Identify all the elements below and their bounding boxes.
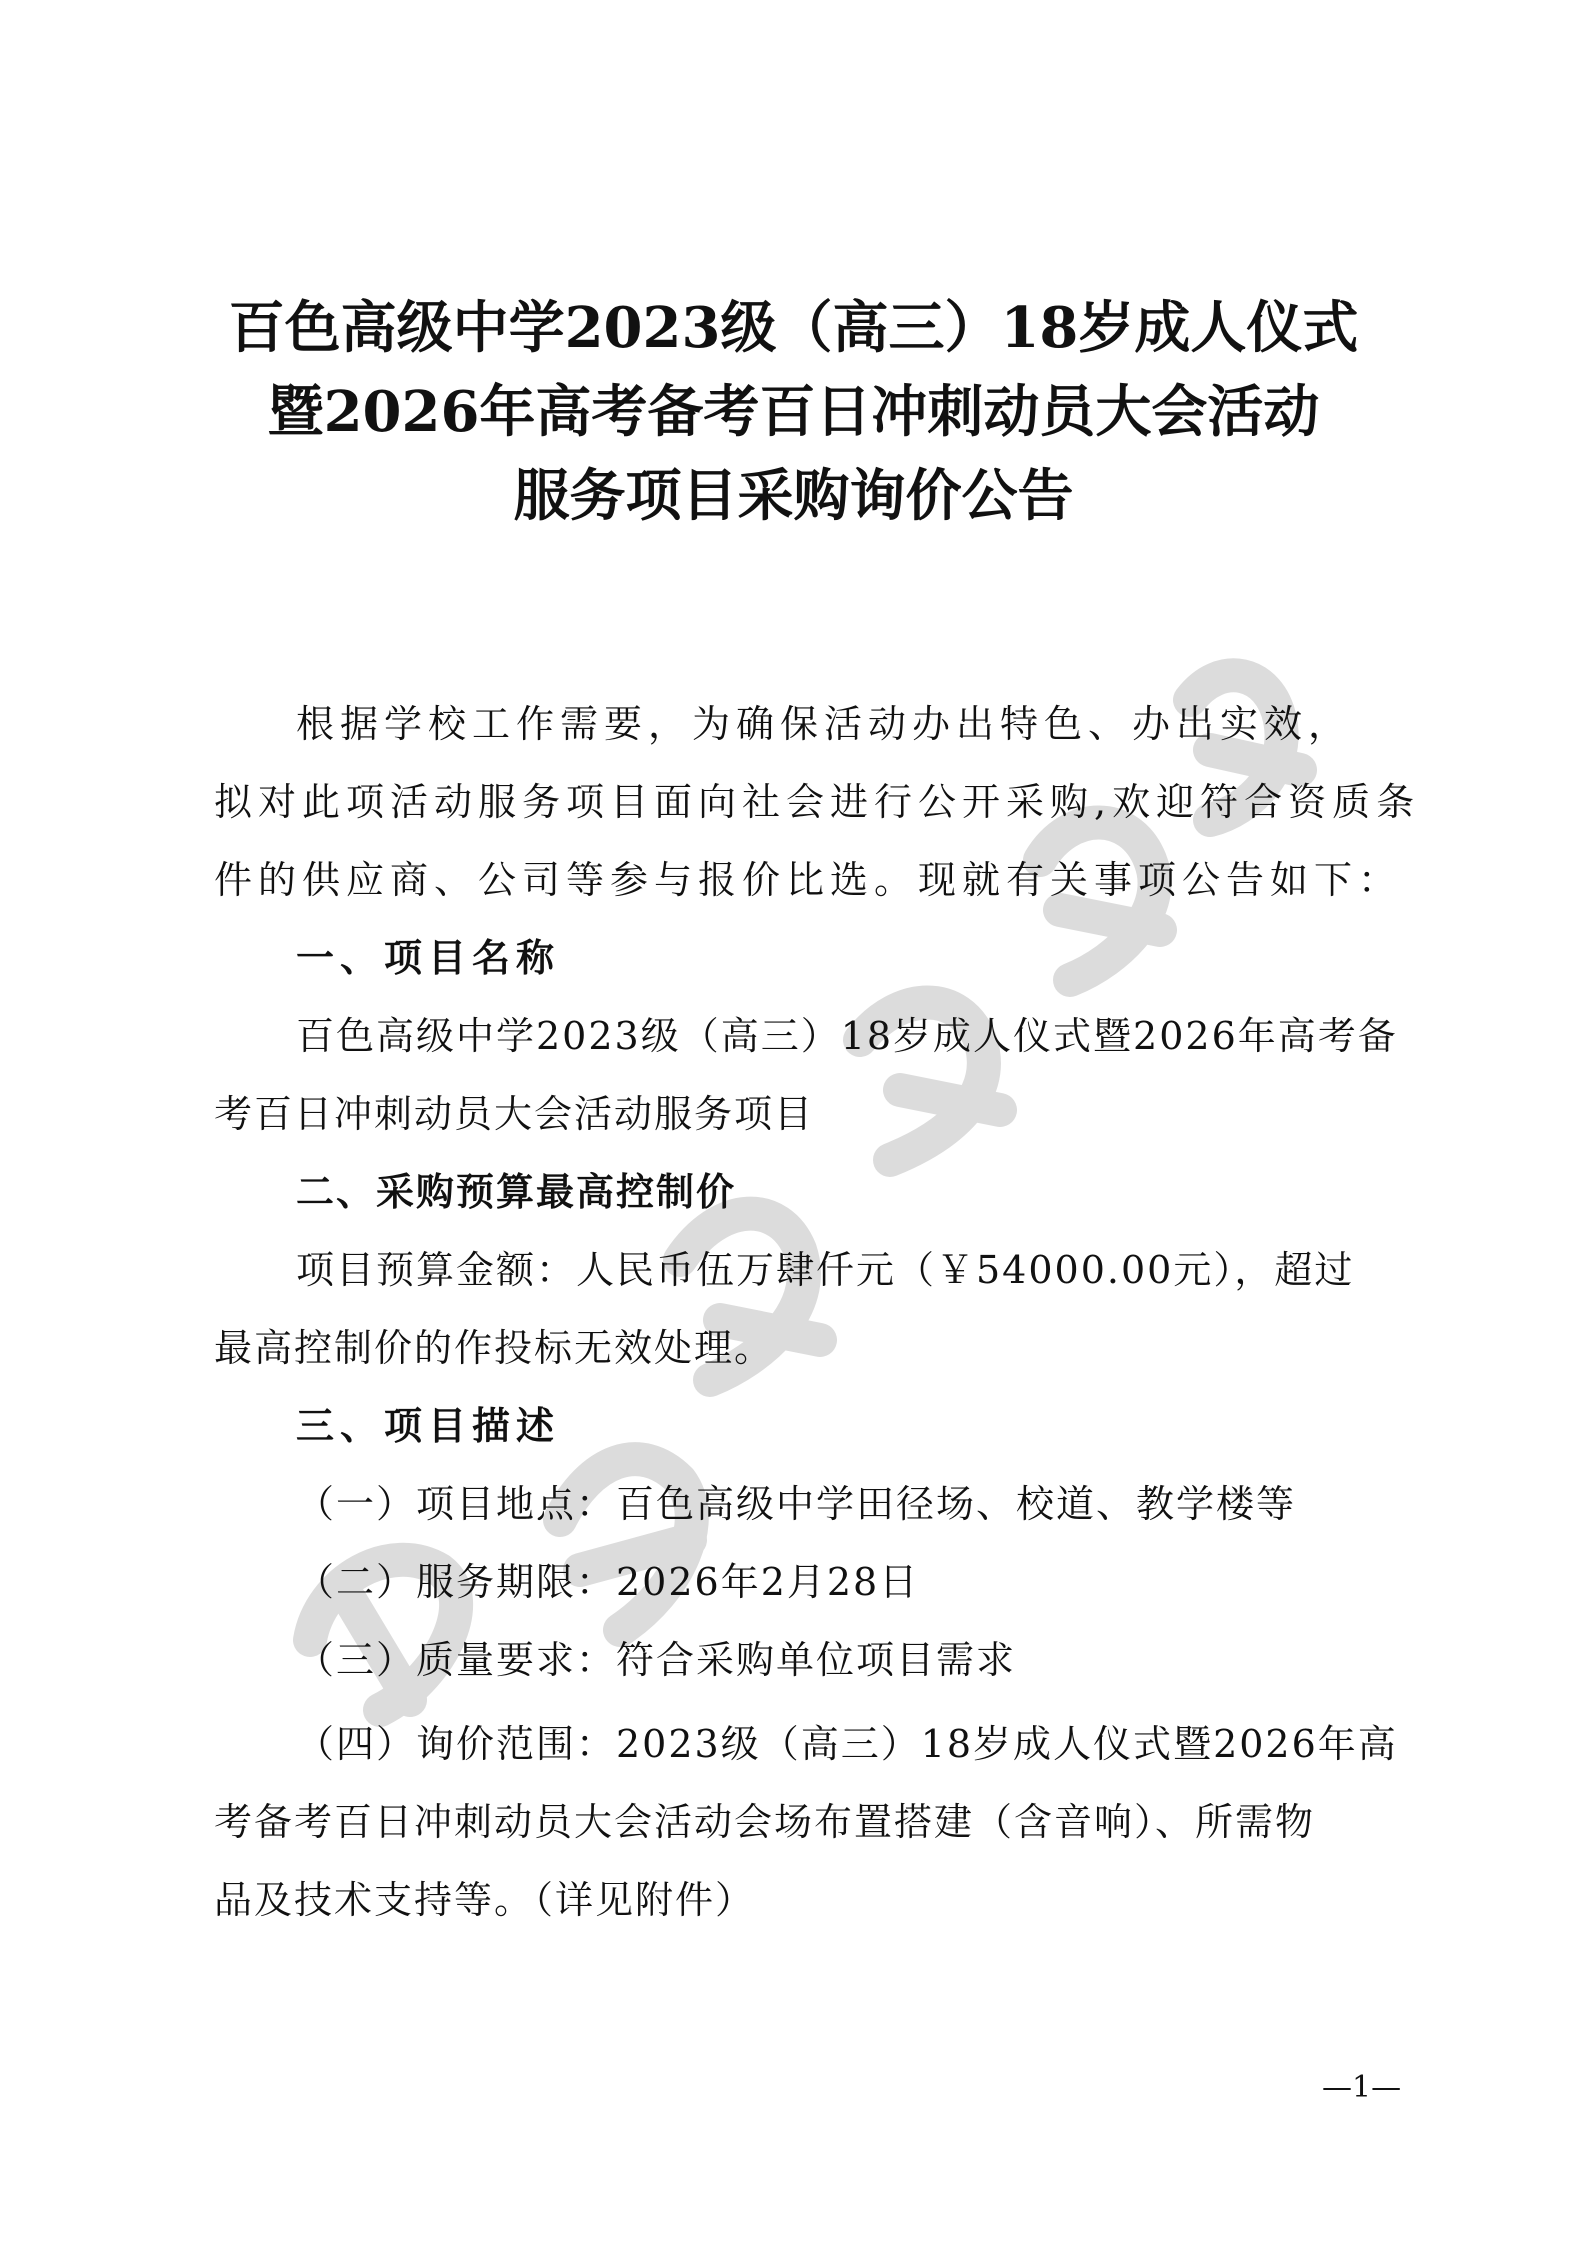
section-3-item-1: （一）项目地点：百色高级中学田径场、校道、教学楼等: [296, 1482, 1297, 1526]
section-3-item-4-line-3: 品及技术支持等。（详见附件）: [214, 1878, 756, 1922]
intro-line-2: 拟对此项活动服务项目面向社会进行公开采购,欢迎符合资质条: [214, 780, 1421, 824]
document-title: [180, 286, 1407, 538]
section-3-heading: 三、项目描述: [296, 1404, 561, 1448]
title-line-3: 服务项目采购询价公告: [513, 463, 1074, 529]
title-line-1: 百色高级中学2023级（高三）18岁成人仪式: [228, 295, 1359, 361]
intro-line-1: 根据学校工作需要，为确保活动办出特色、办出实效，: [296, 702, 1353, 746]
section-3-item-2: （二）服务期限：2026年2月28日: [296, 1560, 920, 1604]
intro-line-3: 件的供应商、公司等参与报价比选。现就有关事项公告如下：: [214, 858, 1403, 902]
page-number: —1—: [1322, 2070, 1402, 2105]
section-3-item-4-line-2: 考备考百日冲刺动员大会活动会场布置搭建（含音响）、所需物: [214, 1800, 1316, 1844]
section-1-line-1: 百色高级中学2023级（高三）18岁成人仪式暨2026年高考备: [296, 1014, 1398, 1058]
document-body: [214, 685, 1421, 1939]
section-1-line-2: 考百日冲刺动员大会活动服务项目: [214, 1092, 815, 1136]
section-3-item-4-line-1: （四）询价范围：2023级（高三）18岁成人仪式暨2026年高: [296, 1722, 1398, 1766]
section-2-line-1: 项目预算金额：人民币伍万肆仟元（￥54000.00元），超过: [296, 1248, 1355, 1292]
title-line-2: 暨2026年高考备考百日冲刺动员大会活动: [267, 379, 1320, 445]
section-3-item-3: （三）质量要求：符合采购单位项目需求: [296, 1638, 1017, 1682]
section-1-heading: 一、项目名称: [296, 936, 561, 980]
section-2-heading: 二、采购预算最高控制价: [296, 1170, 737, 1214]
section-2-line-2: 最高控制价的作投标无效处理。: [214, 1326, 775, 1370]
